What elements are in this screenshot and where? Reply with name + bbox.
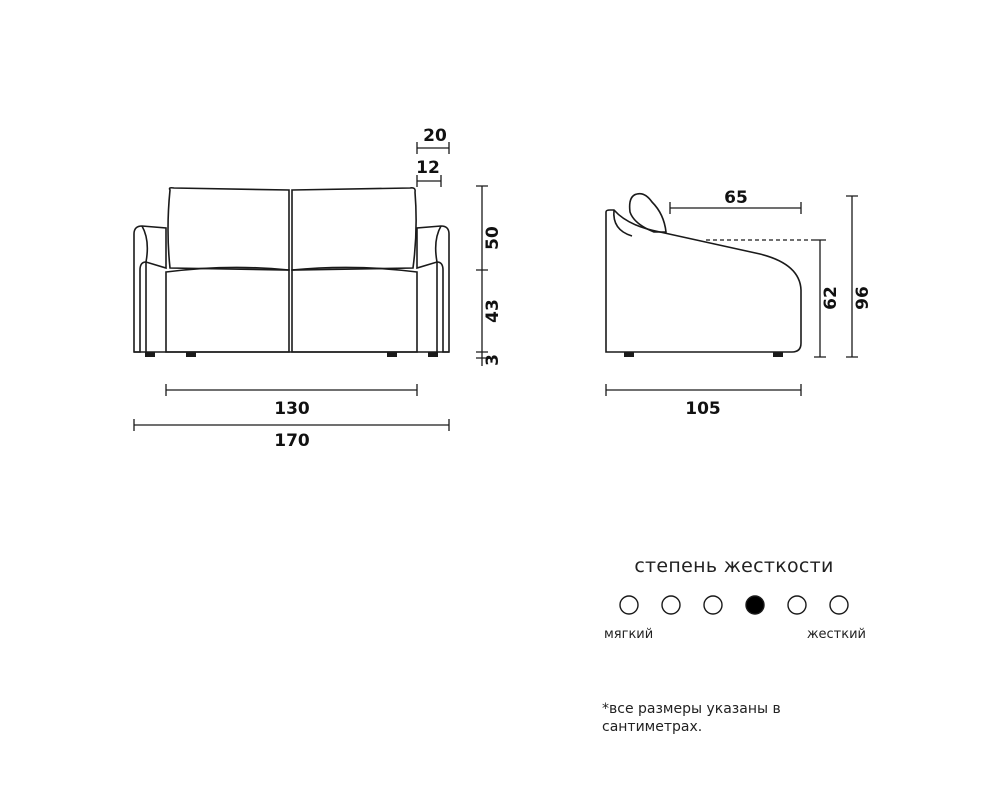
- dim-seat-height: 43: [483, 299, 503, 323]
- firmness-dots: [620, 596, 848, 614]
- side-dimensions: [606, 188, 873, 419]
- dim-arm-top-width: 20: [423, 126, 447, 146]
- side-body: [606, 210, 801, 352]
- leg-mid-right: [387, 352, 397, 357]
- firmness-dot: [662, 596, 680, 614]
- dim-total-width: 170: [274, 431, 310, 451]
- leg-mid-left: [186, 352, 196, 357]
- seat-cushion-left: [166, 267, 289, 352]
- back-cushion-right: [292, 188, 416, 270]
- back-cushion-left: [168, 188, 289, 270]
- dim-back-height: 50: [483, 226, 503, 250]
- side-back-cushion: [630, 194, 666, 232]
- firmness-dot: [830, 596, 848, 614]
- seat-cushion-right: [292, 267, 417, 352]
- side-leg-front: [773, 352, 783, 357]
- dim-seat-depth: 65: [724, 188, 748, 208]
- firmness-label-hard: жесткий: [806, 627, 866, 642]
- firmness-label-soft: мягкий: [604, 627, 654, 642]
- front-dimensions: [134, 126, 503, 451]
- dim-leg-height: 3: [483, 354, 503, 366]
- units-note-line2: сантиметрах.: [602, 719, 703, 735]
- side-arm-front: [614, 210, 632, 236]
- dim-arm-height: 62: [821, 286, 841, 310]
- dim-total-depth: 105: [685, 399, 721, 419]
- units-note: [602, 700, 812, 736]
- right-arm-curve: [436, 226, 441, 262]
- sofa-front-view: [134, 188, 449, 357]
- units-note-line1: *все размеры указаны в: [602, 701, 781, 717]
- leg-front-left: [145, 352, 155, 357]
- sofa-side-view: [606, 194, 814, 357]
- side-leg-back: [624, 352, 634, 357]
- right-arm: [417, 226, 449, 352]
- dim-arm-width: 12: [416, 158, 440, 178]
- firmness-dot: [788, 596, 806, 614]
- firmness-title: степень жесткости: [634, 555, 834, 577]
- left-arm-curve: [142, 226, 147, 262]
- dim-total-height: 96: [853, 286, 873, 310]
- firmness-scale: [604, 555, 866, 642]
- firmness-dot: [620, 596, 638, 614]
- dim-seat-width: 130: [274, 399, 310, 419]
- left-arm: [134, 226, 166, 352]
- firmness-dot: [704, 596, 722, 614]
- leg-front-right: [428, 352, 438, 357]
- firmness-dot-selected: [746, 596, 764, 614]
